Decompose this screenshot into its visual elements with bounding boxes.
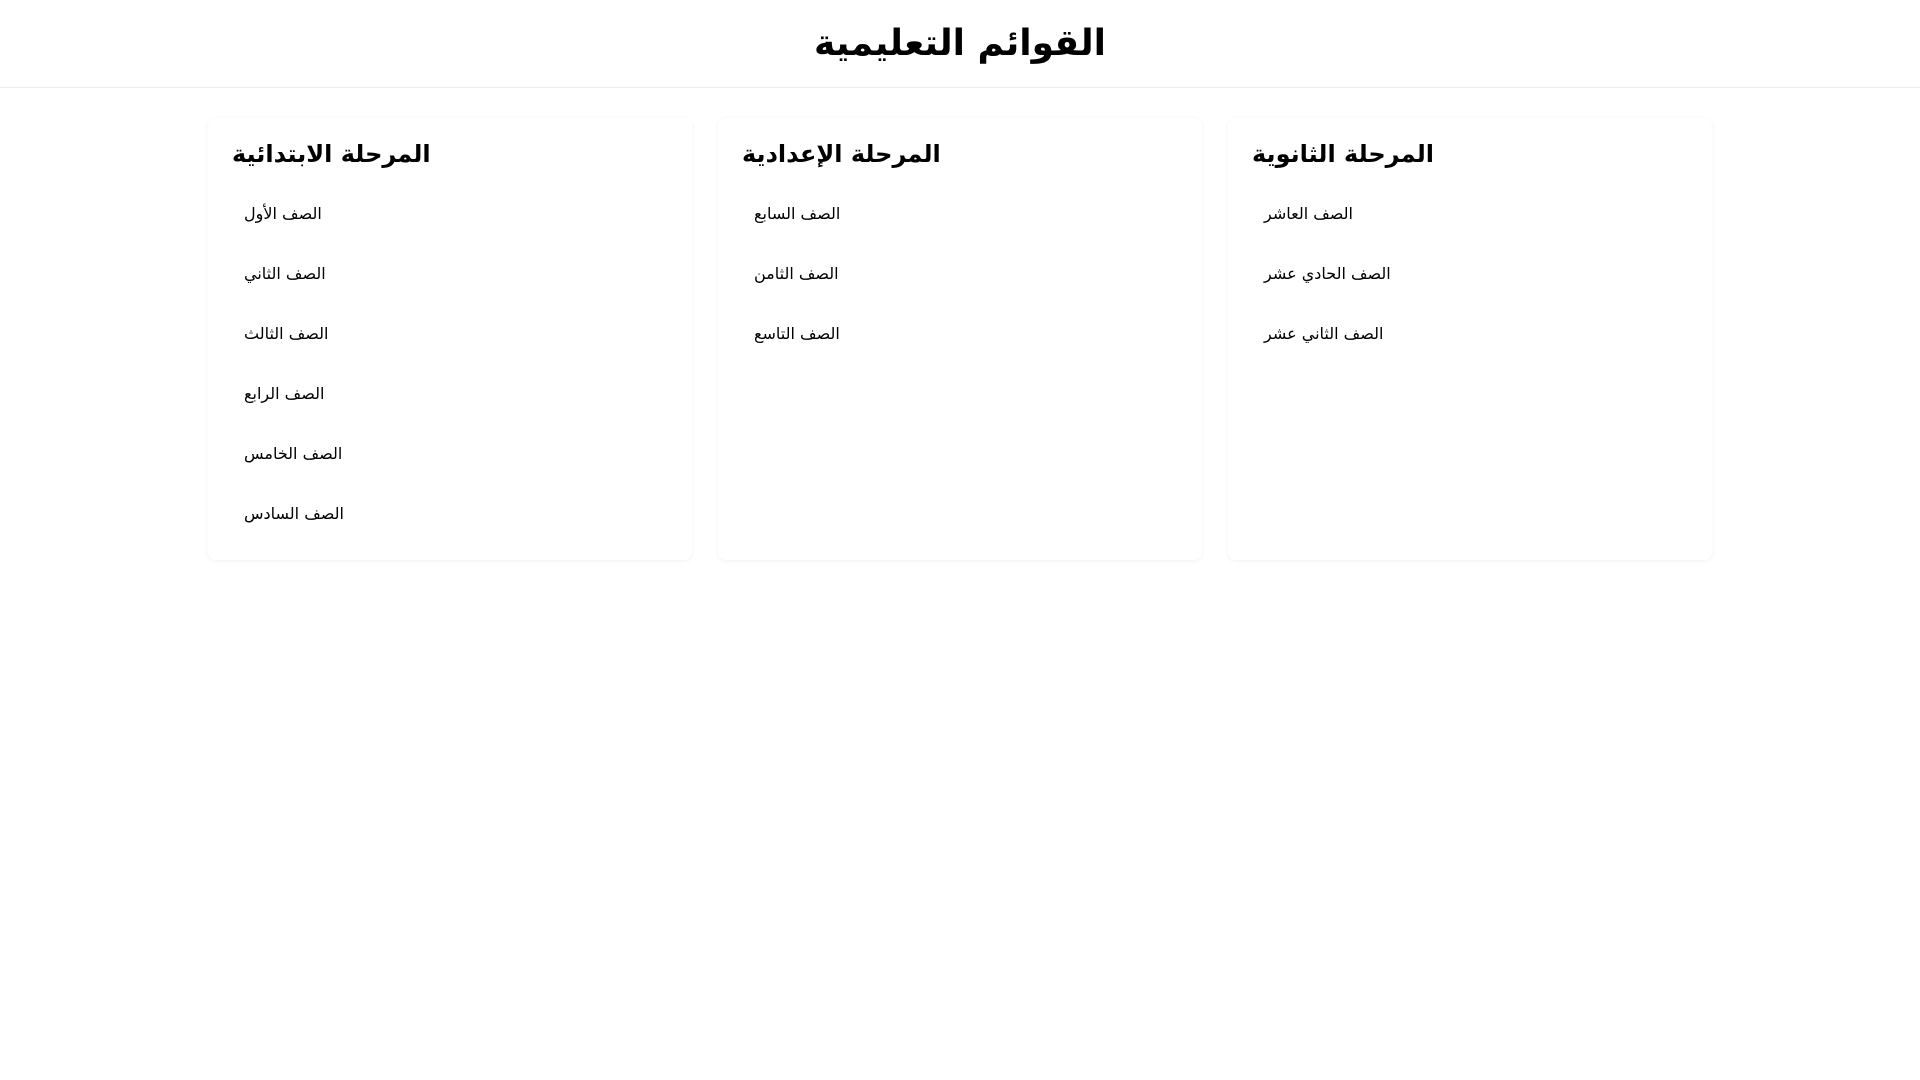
grade-list bbox=[232, 184, 668, 544]
grade-label: الصف السابع bbox=[754, 204, 841, 223]
grade-item-9[interactable] bbox=[742, 304, 1178, 364]
stage-card-primary bbox=[208, 118, 692, 560]
stage-card-preparatory bbox=[718, 118, 1202, 560]
stages-container bbox=[0, 88, 1920, 560]
stage-card-secondary bbox=[1228, 118, 1712, 560]
grade-label: الصف الثاني عشر bbox=[1264, 324, 1384, 343]
grade-item-8[interactable] bbox=[742, 244, 1178, 304]
grade-list bbox=[742, 184, 1178, 364]
grade-item-2[interactable] bbox=[232, 244, 668, 304]
grade-label: الصف الحادي عشر bbox=[1264, 264, 1391, 283]
grade-item-3[interactable] bbox=[232, 304, 668, 364]
page-header bbox=[0, 0, 1920, 88]
grade-item-4[interactable] bbox=[232, 364, 668, 424]
grade-label: الصف الخامس bbox=[244, 444, 343, 463]
stage-title: المرحلة الابتدائية bbox=[232, 140, 431, 168]
grade-label: الصف الثالث bbox=[244, 324, 329, 343]
grade-label: الصف الأول bbox=[244, 204, 322, 223]
grade-list bbox=[1252, 184, 1688, 364]
grade-item-1[interactable] bbox=[232, 184, 668, 244]
grade-item-10[interactable] bbox=[1252, 184, 1688, 244]
grade-label: الصف الرابع bbox=[244, 384, 325, 403]
grade-label: الصف الثامن bbox=[754, 264, 839, 283]
grade-label: الصف التاسع bbox=[754, 324, 840, 343]
grade-item-7[interactable] bbox=[742, 184, 1178, 244]
grade-item-11[interactable] bbox=[1252, 244, 1688, 304]
stage-title: المرحلة الإعدادية bbox=[742, 140, 941, 168]
grade-item-5[interactable] bbox=[232, 424, 668, 484]
grade-label: الصف الثاني bbox=[244, 264, 326, 283]
grade-label: الصف السادس bbox=[244, 504, 344, 523]
grade-item-12[interactable] bbox=[1252, 304, 1688, 364]
grade-item-6[interactable] bbox=[232, 484, 668, 544]
grade-label: الصف العاشر bbox=[1264, 204, 1353, 223]
stage-title: المرحلة الثانوية bbox=[1252, 140, 1434, 168]
page-title: القوائم التعليمية bbox=[814, 22, 1106, 64]
